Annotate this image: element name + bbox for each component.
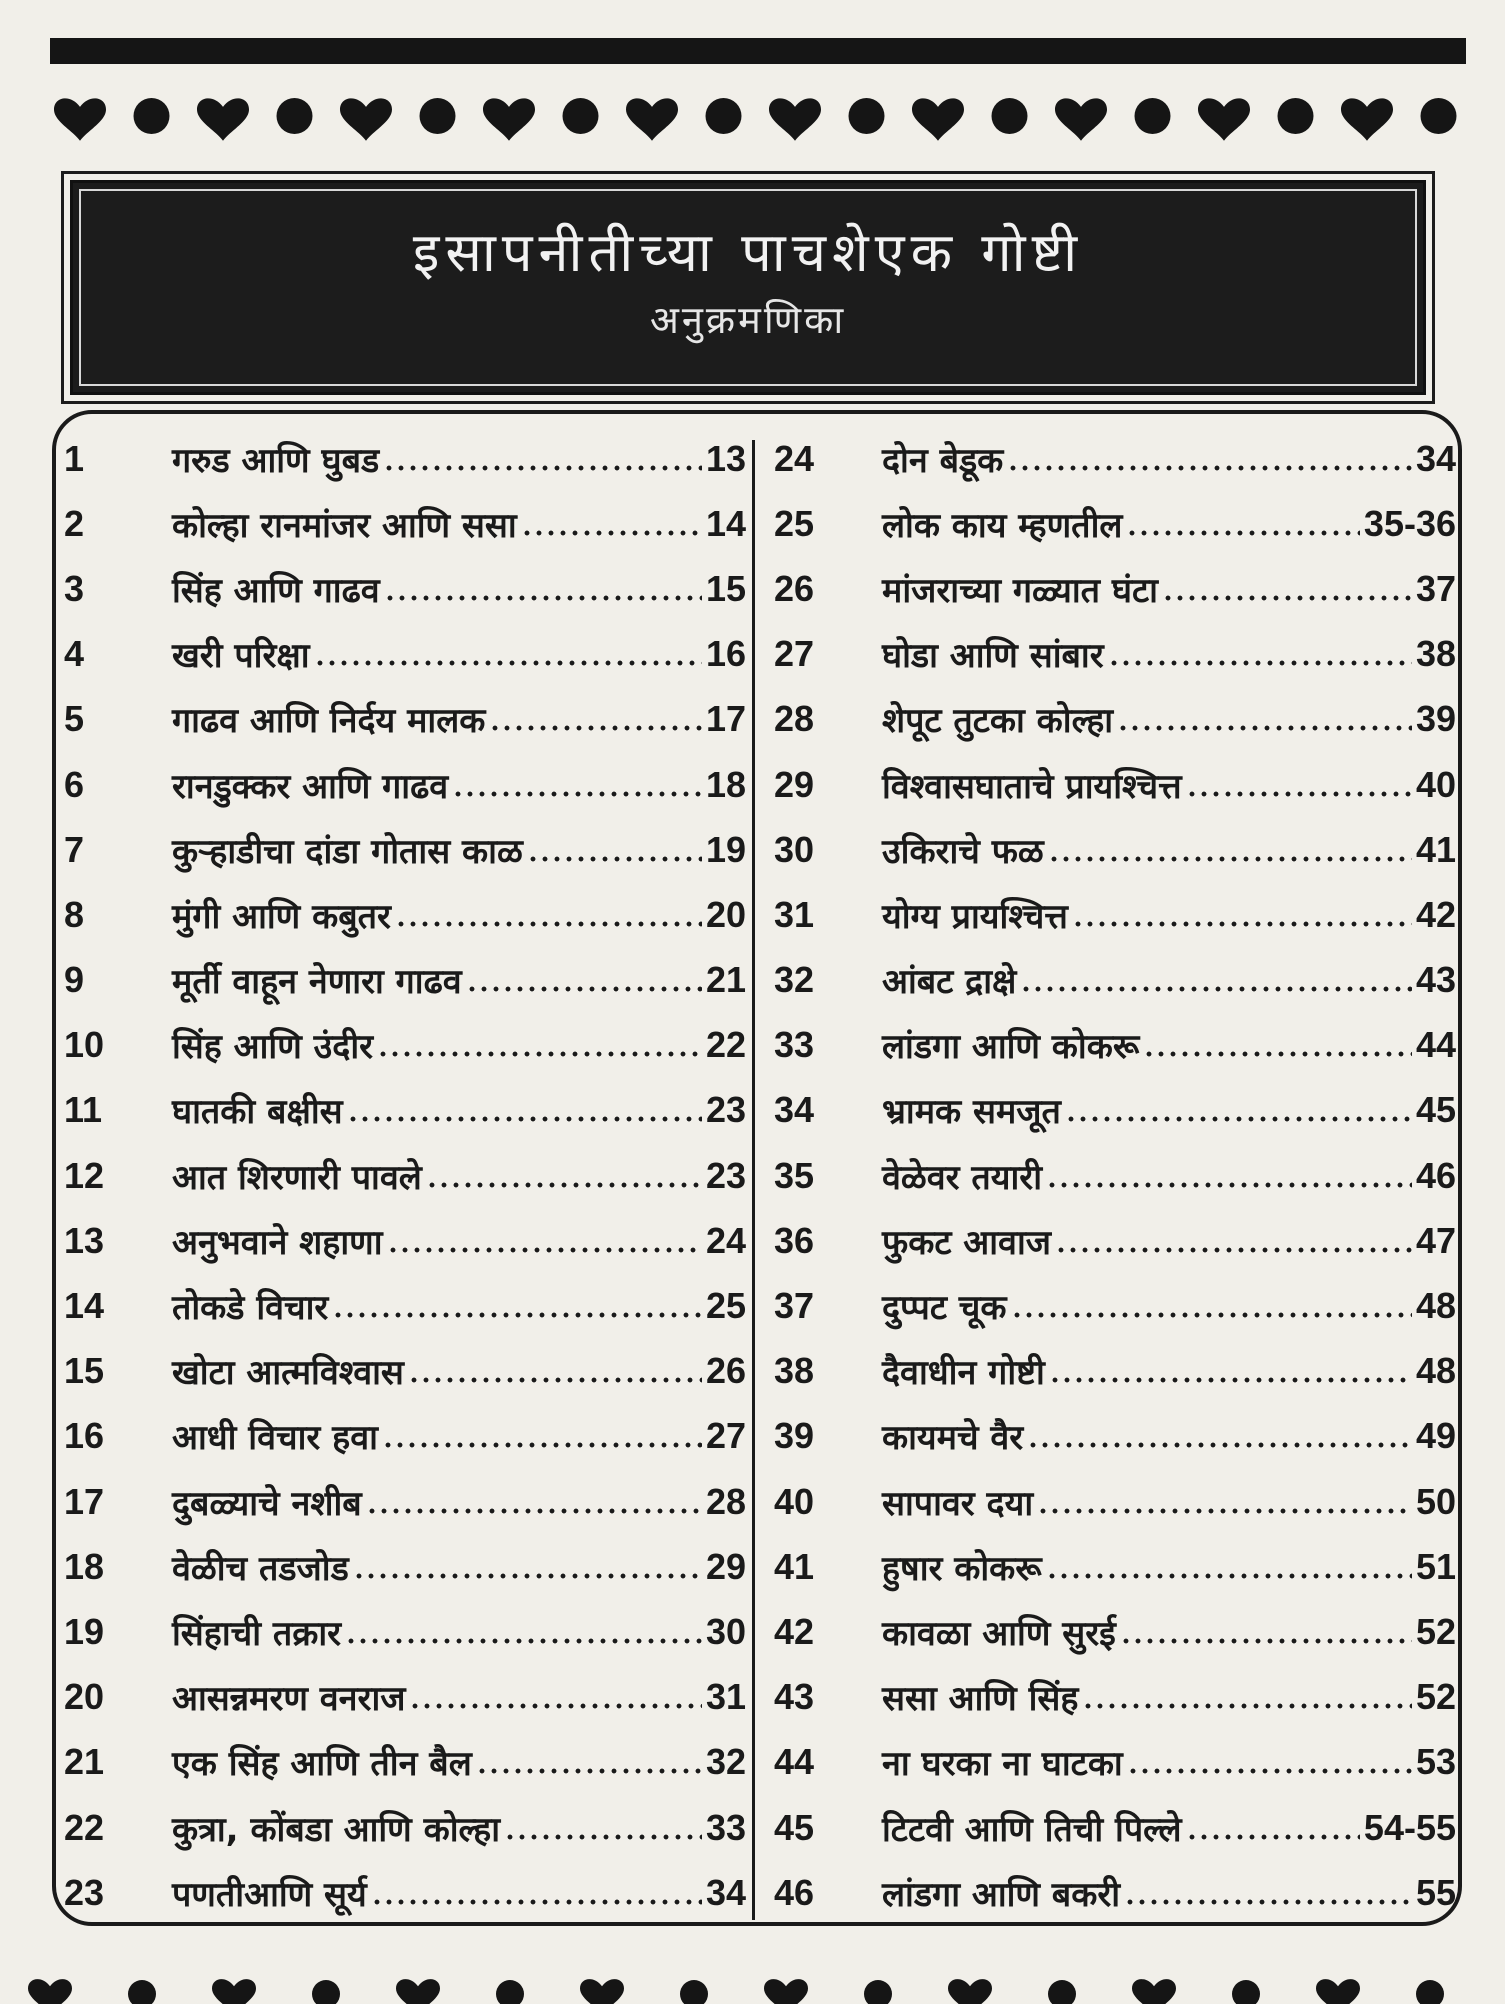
entry-page: 23 bbox=[705, 1154, 746, 1196]
toc-entry bbox=[58, 1665, 758, 1730]
toc-entry bbox=[58, 882, 758, 947]
entry-number: 9 bbox=[64, 959, 85, 1001]
entry-title: सिंह आणि गाढव bbox=[172, 570, 380, 611]
heart-icon bbox=[948, 1979, 992, 2004]
heart-icon bbox=[212, 1979, 256, 2004]
entry-number: 11 bbox=[64, 1089, 103, 1131]
entry-title: सिंह आणि उंदीर bbox=[172, 1027, 374, 1068]
entry-page: 17 bbox=[705, 698, 746, 740]
dot-leader bbox=[409, 1703, 701, 1709]
entry-number: 21 bbox=[64, 1741, 105, 1783]
entry-title: दैवाधीन गोष्टी bbox=[882, 1353, 1045, 1394]
entry-title: दुप्पट चूक bbox=[882, 1288, 1007, 1329]
entry-number: 28 bbox=[774, 698, 815, 740]
entry-number: 15 bbox=[64, 1350, 105, 1392]
heart-icon bbox=[28, 1979, 72, 2004]
dot-leader bbox=[504, 1834, 702, 1840]
entry-title: अनुभवाने शहाणा bbox=[172, 1222, 383, 1263]
toc-entry bbox=[58, 426, 758, 491]
toc-entry bbox=[768, 882, 1468, 947]
entry-number: 14 bbox=[64, 1285, 105, 1327]
entry-title: आंबट द्राक्षे bbox=[882, 962, 1017, 1003]
entry-number: 41 bbox=[774, 1545, 815, 1587]
entry-title: लोक काय म्हणतील bbox=[882, 505, 1123, 546]
heart-icon bbox=[340, 98, 392, 140]
toc-entry bbox=[58, 1013, 758, 1078]
entry-title: मुंगी आणि कबुतर bbox=[172, 896, 391, 937]
entry-number: 20 bbox=[64, 1676, 105, 1718]
toc-entry bbox=[768, 1143, 1468, 1208]
entry-number: 22 bbox=[64, 1806, 105, 1848]
entry-title: वेळीच तडजोड bbox=[172, 1548, 349, 1589]
entry-title: तोकडे विचार bbox=[172, 1288, 329, 1329]
entry-title: आधी विचार हवा bbox=[172, 1418, 378, 1459]
toc-entry bbox=[768, 1339, 1468, 1404]
dot-leader bbox=[476, 1768, 702, 1774]
entry-title: गरुड आणि घुबड bbox=[172, 440, 380, 481]
toc-entry bbox=[58, 1730, 758, 1795]
dot-icon bbox=[706, 98, 742, 134]
heart-icon bbox=[626, 98, 678, 140]
entry-page: 48 bbox=[1415, 1350, 1456, 1392]
entry-page: 27 bbox=[705, 1415, 746, 1457]
dot-icon bbox=[1278, 98, 1314, 134]
dot-leader bbox=[1037, 1508, 1412, 1514]
toc-entry bbox=[768, 687, 1468, 752]
dot-leader bbox=[527, 856, 702, 862]
entry-title: फुकट आवाज bbox=[882, 1222, 1051, 1263]
heart-icon bbox=[1316, 1979, 1360, 2004]
toc-entry bbox=[58, 622, 758, 687]
dot-leader bbox=[1048, 856, 1412, 862]
entry-title: भ्रामक समजूत bbox=[882, 1092, 1061, 1133]
dot-leader bbox=[1126, 530, 1359, 536]
entry-page: 23 bbox=[705, 1089, 746, 1131]
toc-entry bbox=[58, 491, 758, 556]
dot-leader bbox=[1046, 1182, 1412, 1188]
dot-icon bbox=[1135, 98, 1171, 134]
dot-icon bbox=[312, 1980, 340, 2004]
entry-number: 25 bbox=[774, 502, 815, 544]
toc-entry bbox=[768, 1795, 1468, 1860]
entry-title: मांजराच्या गळ्यात घंटा bbox=[882, 570, 1158, 611]
entry-number: 16 bbox=[64, 1415, 105, 1457]
dot-leader bbox=[395, 921, 702, 927]
toc-entry bbox=[58, 1404, 758, 1469]
entry-page: 50 bbox=[1415, 1480, 1456, 1522]
dot-icon bbox=[849, 98, 885, 134]
toc-entry bbox=[768, 948, 1468, 1013]
entry-title: कावळा आणि सुरई bbox=[882, 1613, 1116, 1654]
entry-title: गाढव आणि निर्दय मालक bbox=[172, 701, 486, 742]
entry-number: 45 bbox=[774, 1806, 815, 1848]
entry-title: दोन बेडूक bbox=[882, 440, 1004, 481]
entry-number: 36 bbox=[774, 1219, 815, 1261]
dot-icon bbox=[134, 98, 170, 134]
entry-page: 31 bbox=[705, 1676, 746, 1718]
entry-page: 49 bbox=[1415, 1415, 1456, 1457]
entry-title: खोटा आत्मविश्वास bbox=[172, 1353, 404, 1394]
heart-icon bbox=[1198, 98, 1250, 140]
dot-leader bbox=[1143, 1051, 1412, 1057]
entry-page: 40 bbox=[1415, 763, 1456, 805]
toc-entry bbox=[58, 752, 758, 817]
toc-entry bbox=[58, 1469, 758, 1534]
toc-entry bbox=[768, 752, 1468, 817]
dot-leader bbox=[1007, 465, 1412, 471]
entry-title: शेपूट तुटका कोल्हा bbox=[882, 701, 1114, 742]
dot-icon bbox=[128, 1980, 156, 2004]
dot-leader bbox=[1120, 1638, 1412, 1644]
entry-number: 33 bbox=[774, 1024, 815, 1066]
toc-entry bbox=[768, 1534, 1468, 1599]
heart-icon bbox=[396, 1979, 440, 2004]
entry-page: 21 bbox=[705, 959, 746, 1001]
dot-leader bbox=[1046, 1573, 1412, 1579]
toc-entry bbox=[768, 491, 1468, 556]
entry-title: हुषार कोकरू bbox=[882, 1548, 1042, 1589]
entry-page: 25 bbox=[705, 1285, 746, 1327]
heart-icon bbox=[197, 98, 249, 140]
toc-entry bbox=[768, 556, 1468, 621]
entry-page: 18 bbox=[705, 763, 746, 805]
dot-leader bbox=[1065, 1116, 1412, 1122]
entry-number: 17 bbox=[64, 1480, 105, 1522]
entry-number: 32 bbox=[774, 959, 815, 1001]
entry-page: 44 bbox=[1415, 1024, 1456, 1066]
bottom-ornament-row bbox=[20, 1950, 1460, 2004]
toc-entry bbox=[58, 1860, 758, 1925]
toc-entry bbox=[58, 1208, 758, 1273]
entry-page: 13 bbox=[705, 437, 746, 479]
dot-leader bbox=[347, 1116, 702, 1122]
entry-page: 34 bbox=[1415, 437, 1456, 479]
entry-number: 29 bbox=[774, 763, 815, 805]
dot-leader bbox=[1108, 660, 1412, 666]
dot-icon bbox=[864, 1980, 892, 2004]
entry-page: 48 bbox=[1415, 1285, 1456, 1327]
entry-number: 7 bbox=[64, 828, 85, 870]
dot-leader bbox=[489, 725, 702, 731]
dot-leader bbox=[1055, 1247, 1412, 1253]
heart-dot-ornament-row bbox=[50, 82, 1466, 152]
heart-icon bbox=[1132, 1979, 1176, 2004]
dot-leader bbox=[384, 595, 702, 601]
title-banner bbox=[70, 180, 1426, 395]
toc-entry bbox=[768, 1665, 1468, 1730]
entry-title: घातकी बक्षीस bbox=[172, 1092, 343, 1133]
dot-icon bbox=[1421, 98, 1457, 134]
toc-entry bbox=[768, 1273, 1468, 1338]
heart-icon bbox=[483, 98, 535, 140]
entry-page: 39 bbox=[1415, 698, 1456, 740]
entry-title: एक सिंह आणि तीन बैल bbox=[172, 1744, 472, 1785]
entry-number: 46 bbox=[774, 1871, 815, 1913]
dot-icon bbox=[1232, 1980, 1260, 2004]
entry-title: पणतीआणि सूर्य bbox=[172, 1874, 367, 1915]
entry-page: 26 bbox=[705, 1350, 746, 1392]
entry-title: सापावर दया bbox=[882, 1483, 1034, 1524]
dot-leader bbox=[366, 1508, 702, 1514]
dot-leader bbox=[345, 1638, 702, 1644]
entry-title: कुत्रा, कोंबडा आणि कोल्हा bbox=[172, 1809, 501, 1850]
entry-page: 52 bbox=[1415, 1676, 1456, 1718]
entry-page: 22 bbox=[705, 1024, 746, 1066]
heart-icon bbox=[764, 1979, 808, 2004]
entry-page: 42 bbox=[1415, 893, 1456, 935]
toc-entry bbox=[768, 1730, 1468, 1795]
entry-number: 6 bbox=[64, 763, 85, 805]
dot-leader bbox=[1082, 1703, 1412, 1709]
dot-leader bbox=[1186, 1834, 1360, 1840]
toc-entry bbox=[58, 1143, 758, 1208]
toc-entry bbox=[768, 1013, 1468, 1078]
entry-title: ना घरका ना घाटका bbox=[882, 1744, 1123, 1785]
toc-entry bbox=[58, 556, 758, 621]
dot-leader bbox=[1020, 986, 1412, 992]
dot-icon bbox=[496, 1980, 524, 2004]
entry-page: 29 bbox=[705, 1545, 746, 1587]
dot-leader bbox=[387, 1247, 702, 1253]
entry-page: 52 bbox=[1415, 1610, 1456, 1652]
entry-page: 33 bbox=[705, 1806, 746, 1848]
entry-page: 20 bbox=[705, 893, 746, 935]
heart-icon bbox=[580, 1979, 624, 2004]
dot-leader bbox=[1027, 1442, 1412, 1448]
dot-leader bbox=[377, 1051, 702, 1057]
dot-leader bbox=[521, 530, 702, 536]
dot-leader bbox=[466, 986, 702, 992]
entry-number: 38 bbox=[774, 1350, 815, 1392]
entry-number: 39 bbox=[774, 1415, 815, 1457]
dot-leader bbox=[1049, 1377, 1412, 1383]
toc-entry bbox=[768, 1208, 1468, 1273]
toc-left-column bbox=[58, 426, 758, 1925]
entry-page: 32 bbox=[705, 1741, 746, 1783]
contents-heading: अनुक्रमणिका bbox=[649, 298, 847, 342]
entry-title: लांडगा आणि बकरी bbox=[882, 1874, 1121, 1915]
entry-title: कोल्हा रानमांजर आणि ससा bbox=[172, 505, 517, 546]
toc-entry bbox=[768, 1404, 1468, 1469]
toc-entry bbox=[58, 1339, 758, 1404]
entry-title: कायमचे वैर bbox=[882, 1418, 1024, 1459]
entry-number: 5 bbox=[64, 698, 85, 740]
entry-page: 51 bbox=[1415, 1545, 1456, 1587]
entry-title: टिटवी आणि तिची पिल्ले bbox=[882, 1809, 1182, 1850]
entry-title: खरी परिक्षा bbox=[172, 636, 310, 677]
entry-page: 38 bbox=[1415, 633, 1456, 675]
heart-icon bbox=[769, 98, 821, 140]
entry-title: दुबळ्याचे नशीब bbox=[172, 1483, 362, 1524]
top-rule bbox=[50, 38, 1466, 64]
entry-number: 23 bbox=[64, 1871, 105, 1913]
dot-leader bbox=[1124, 1899, 1412, 1905]
dot-leader bbox=[452, 791, 702, 797]
entry-number: 42 bbox=[774, 1610, 815, 1652]
toc-entry bbox=[58, 948, 758, 1013]
entry-page: 37 bbox=[1415, 567, 1456, 609]
entry-title: आसन्नमरण वनराज bbox=[172, 1679, 406, 1720]
entry-number: 40 bbox=[774, 1480, 815, 1522]
entry-page: 24 bbox=[705, 1219, 746, 1261]
dot-leader bbox=[408, 1377, 702, 1383]
entry-number: 12 bbox=[64, 1154, 105, 1196]
dot-leader bbox=[371, 1899, 702, 1905]
dot-leader bbox=[1127, 1768, 1412, 1774]
dot-leader bbox=[1186, 791, 1412, 797]
entry-number: 26 bbox=[774, 567, 815, 609]
dot-leader bbox=[1117, 725, 1412, 731]
toc-entry bbox=[768, 817, 1468, 882]
dot-leader bbox=[314, 660, 702, 666]
entry-number: 4 bbox=[64, 633, 85, 675]
heart-icon bbox=[912, 98, 964, 140]
entry-page: 16 bbox=[705, 633, 746, 675]
entry-number: 27 bbox=[774, 633, 815, 675]
entry-number: 13 bbox=[64, 1219, 105, 1261]
entry-page: 46 bbox=[1415, 1154, 1456, 1196]
dot-leader bbox=[383, 465, 702, 471]
entry-page: 54-55 bbox=[1363, 1806, 1456, 1848]
dot-icon bbox=[1416, 1980, 1444, 2004]
dot-leader bbox=[1162, 595, 1412, 601]
dot-leader bbox=[1011, 1312, 1412, 1318]
entry-page: 28 bbox=[705, 1480, 746, 1522]
entry-number: 10 bbox=[64, 1024, 105, 1066]
entry-page: 34 bbox=[705, 1871, 746, 1913]
entry-page: 53 bbox=[1415, 1741, 1456, 1783]
entry-page: 45 bbox=[1415, 1089, 1456, 1131]
entry-title: कुऱ्हाडीचा दांडा गोतास काळ bbox=[172, 831, 523, 872]
toc-entry bbox=[768, 1078, 1468, 1143]
entry-number: 35 bbox=[774, 1154, 815, 1196]
toc-right-column bbox=[768, 426, 1468, 1925]
toc-entry bbox=[58, 1078, 758, 1143]
toc-entry bbox=[768, 622, 1468, 687]
entry-number: 1 bbox=[64, 437, 85, 479]
dot-icon bbox=[563, 98, 599, 134]
dot-icon bbox=[420, 98, 456, 134]
entry-page: 35-36 bbox=[1363, 502, 1456, 544]
entry-title: ससा आणि सिंह bbox=[882, 1679, 1079, 1720]
dot-icon bbox=[1048, 1980, 1076, 2004]
entry-page: 14 bbox=[705, 502, 746, 544]
toc-entry bbox=[768, 1599, 1468, 1664]
toc-entry bbox=[58, 1795, 758, 1860]
heart-icon bbox=[54, 98, 106, 140]
entry-title: योग्य प्रायश्चित्त bbox=[882, 896, 1068, 937]
entry-title: लांडगा आणि कोकरू bbox=[882, 1027, 1140, 1068]
entry-title: वेळेवर तयारी bbox=[882, 1157, 1043, 1198]
entry-page: 15 bbox=[705, 567, 746, 609]
toc-entry bbox=[58, 817, 758, 882]
entry-page: 55 bbox=[1415, 1871, 1456, 1913]
toc-entry bbox=[768, 426, 1468, 491]
entry-number: 43 bbox=[774, 1676, 815, 1718]
entry-number: 31 bbox=[774, 893, 815, 935]
entry-page: 30 bbox=[705, 1610, 746, 1652]
toc-entry bbox=[58, 1534, 758, 1599]
entry-title: उकिराचे फळ bbox=[882, 831, 1044, 872]
entry-title: मूर्ती वाहून नेणारा गाढव bbox=[172, 962, 462, 1003]
dot-leader bbox=[1072, 921, 1412, 927]
toc-entry bbox=[58, 1599, 758, 1664]
entry-title: आत शिरणारी पावले bbox=[172, 1157, 422, 1198]
entry-title: विश्वासघाताचे प्रायश्चित्त bbox=[882, 766, 1182, 807]
dot-icon bbox=[277, 98, 313, 134]
entry-number: 37 bbox=[774, 1285, 815, 1327]
dot-leader bbox=[332, 1312, 702, 1318]
entry-number: 44 bbox=[774, 1741, 815, 1783]
dot-leader bbox=[382, 1442, 702, 1448]
toc-entry bbox=[768, 1469, 1468, 1534]
entry-title: रानडुक्कर आणि गाढव bbox=[172, 766, 449, 807]
heart-icon bbox=[1055, 98, 1107, 140]
entry-number: 18 bbox=[64, 1545, 105, 1587]
entry-number: 2 bbox=[64, 502, 85, 544]
entry-number: 8 bbox=[64, 893, 85, 935]
entry-number: 24 bbox=[774, 437, 815, 479]
toc-entry bbox=[58, 687, 758, 752]
entry-page: 41 bbox=[1415, 828, 1456, 870]
toc-entry bbox=[58, 1273, 758, 1338]
dot-leader bbox=[353, 1573, 702, 1579]
toc-entry bbox=[768, 1860, 1468, 1925]
dot-icon bbox=[992, 98, 1028, 134]
entry-page: 43 bbox=[1415, 959, 1456, 1001]
entry-page: 47 bbox=[1415, 1219, 1456, 1261]
dot-icon bbox=[680, 1980, 708, 2004]
entry-number: 19 bbox=[64, 1610, 105, 1652]
entry-number: 30 bbox=[774, 828, 815, 870]
heart-icon bbox=[1341, 98, 1393, 140]
entry-title: सिंहाची तक्रार bbox=[172, 1613, 342, 1654]
entry-title: घोडा आणि सांबार bbox=[882, 636, 1104, 677]
book-title: इसापनीतीच्या पाचशेएक गोष्टी bbox=[412, 221, 1084, 284]
entry-page: 19 bbox=[705, 828, 746, 870]
entry-number: 34 bbox=[774, 1089, 815, 1131]
entry-number: 3 bbox=[64, 567, 85, 609]
dot-leader bbox=[426, 1182, 702, 1188]
